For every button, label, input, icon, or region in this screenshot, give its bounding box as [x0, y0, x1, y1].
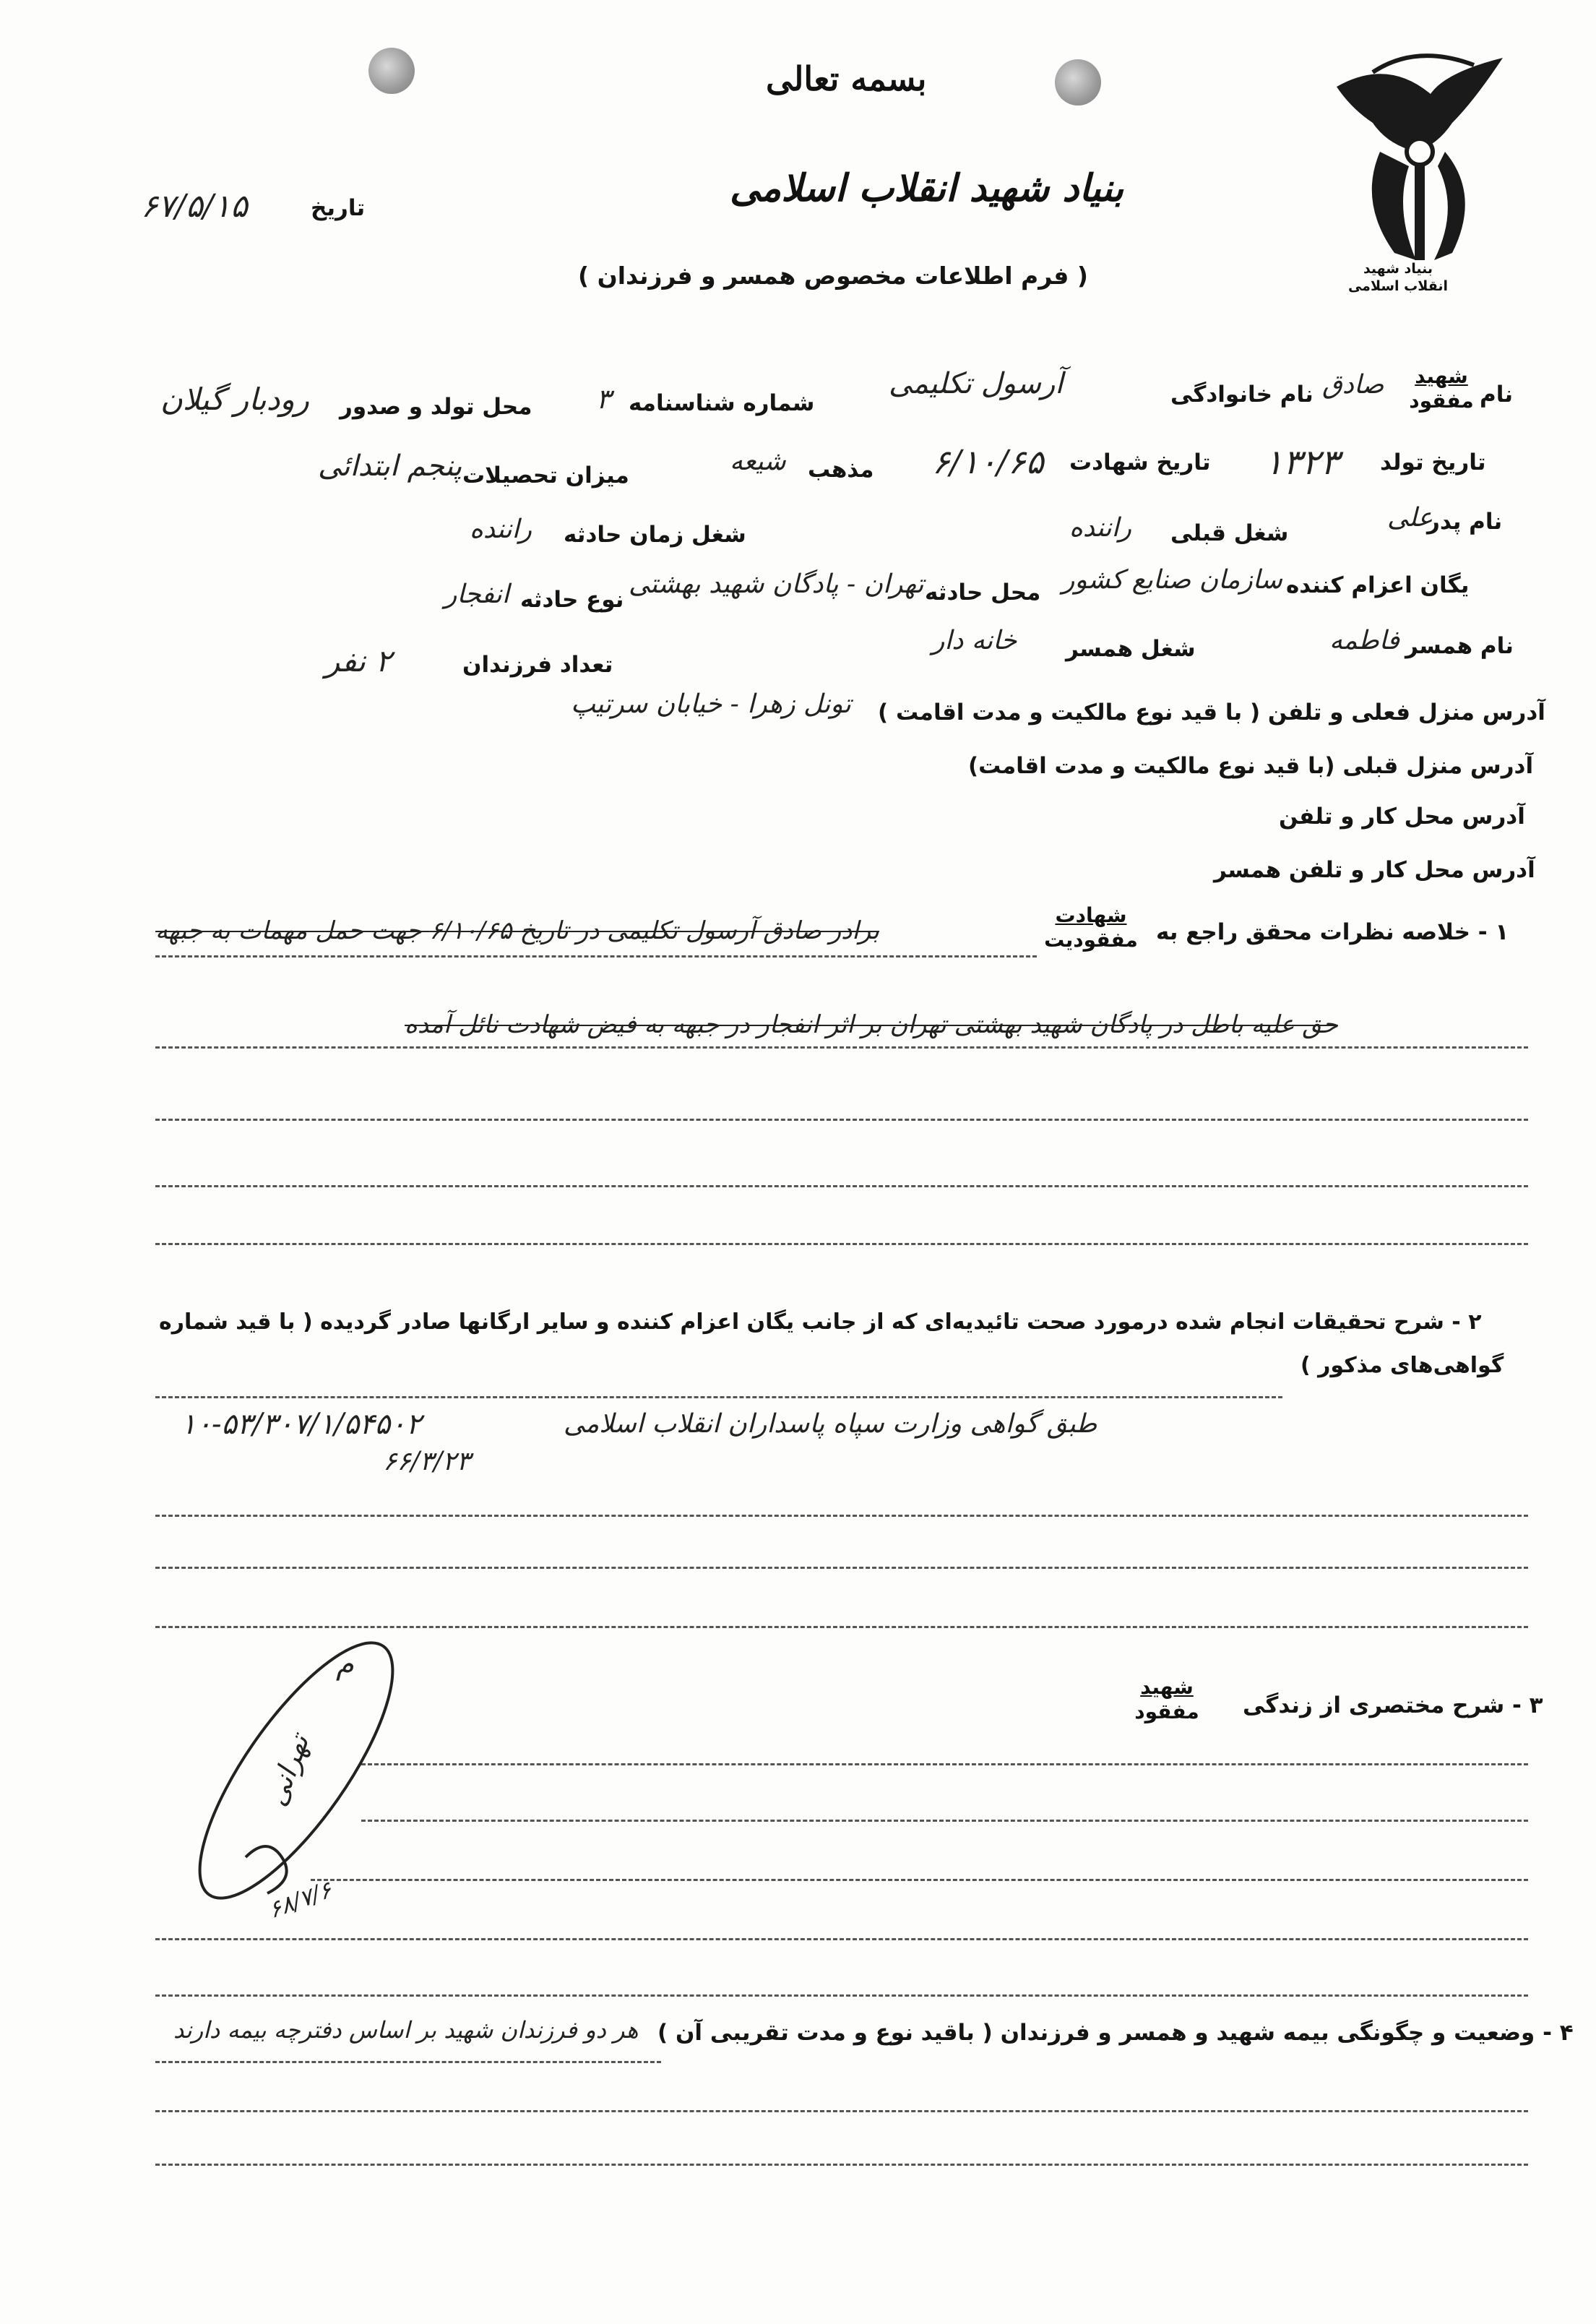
punch-hole-right: [1055, 59, 1101, 106]
education-value: پنجم ابتدائی: [318, 449, 462, 483]
unit-value: سازمان صنایع کشور: [1062, 565, 1282, 595]
shahid-option: شهید: [1415, 364, 1468, 388]
date-label: تاریخ: [311, 195, 366, 221]
section-2-rule-3: [155, 1567, 1528, 1569]
spouse-job-label: شغل همسر: [1066, 636, 1196, 662]
section-2-handwriting: طبق گواهی وزارت سپاه پاسداران انقلاب اسلامی: [564, 1409, 1097, 1439]
section-4-handwriting: هر دو فرزندان شهید بر اساس دفترچه بیمه دارند: [173, 2016, 639, 2044]
section-4-rule-3: [155, 2164, 1528, 2166]
section-3-shahid-option: شهید: [1140, 1675, 1194, 1699]
signature-name: تهرانی: [260, 1730, 316, 1811]
section-1-rule-4: [155, 1185, 1528, 1187]
mafqudiyat-option: مفقودیت: [1044, 928, 1138, 952]
martyrdom-date-value: ۶/۱۰/۶۵: [932, 442, 1044, 481]
birthdate-label: تاریخ تولد: [1380, 449, 1486, 475]
section-4-label: ۴ - وضعیت و چگونگی بیمه شهید و همسر و فرزندان ( باقید نوع و مدت تقریبی آن ): [657, 2020, 1574, 2046]
work-address-label: آدرس محل کار و تلفن: [1279, 804, 1525, 830]
section-1-choice: [1040, 903, 1142, 952]
section-2-rule-2: [155, 1515, 1528, 1517]
org-name: بنیاد شهید انقلاب اسلامی: [730, 166, 1124, 210]
section-1-rule-2: [155, 1046, 1528, 1049]
birthplace-value: رودبار گیلان: [160, 382, 309, 417]
shahadat-option: شهادت: [1055, 903, 1127, 927]
prev-job-value: راننده: [1069, 513, 1132, 543]
spouse-job-value: خانه دار: [932, 626, 1017, 655]
unit-label: یگان اعزام کننده: [1286, 572, 1470, 598]
birthdate-value: ۱۳۲۳: [1264, 442, 1340, 483]
signature-date: ۶۸/۷/۶: [264, 1875, 336, 1924]
section-3-mafqud-option: مفقود: [1134, 1700, 1199, 1723]
birthplace-label: محل تولد و صدور: [340, 394, 532, 420]
section-1-rule-3: [155, 1119, 1528, 1121]
section-1-label: ۱ - خلاصه نظرات محقق راجع به: [1156, 919, 1509, 945]
religion-label: مذهب: [808, 457, 874, 483]
spouse-value: فاطمه: [1329, 626, 1399, 655]
section-1-line-1: برادر صادق آرسول تکلیمی در تاریخ ۶/۱۰/۶۵ جهت حمل مهمات به جبهه: [155, 916, 879, 945]
id-label: شماره شناسنامه: [629, 390, 815, 416]
spouse-label: نام همسر: [1405, 633, 1514, 659]
bismillah: بسمه تعالی: [766, 59, 927, 98]
mafqud-option: مفقود: [1409, 389, 1474, 413]
date-value: ۶۷/۵/۱۵: [141, 188, 248, 225]
event-place-label: محل حادثه: [925, 580, 1041, 606]
job-at-event-value: راننده: [470, 515, 532, 544]
shahid-mafqud-choice: [1409, 364, 1474, 413]
section-2-label-cont: گواهی‌های مذکور ): [1300, 1353, 1504, 1378]
section-2-rule-1: [155, 1396, 1282, 1398]
signature: [159, 1619, 433, 1922]
foundation-logo: [1329, 43, 1510, 311]
punch-hole-left: [368, 48, 415, 94]
section-2-label: ۲ - شرح تحقیقات انجام شده درمورد صحت تائیدیه‌ای که از جانب یگان اعزام کننده و سایر ارگانها صادر گردیده ( با قید شماره: [159, 1309, 1482, 1335]
section-3-rule-3: [311, 1879, 1528, 1881]
section-3-label: ۳ - شرح مختصری از زندگی: [1243, 1692, 1543, 1718]
father-label: نام پدر: [1427, 509, 1503, 535]
section-2-number-date: ۶۶/۳/۲۳: [383, 1447, 470, 1476]
job-at-event-label: شغل زمان حادثه: [564, 522, 746, 548]
section-3-choice: [1127, 1675, 1207, 1724]
section-3-rule-4: [155, 1938, 1528, 1940]
religion-value: شیعه: [730, 447, 786, 476]
event-type-value: انفجار: [444, 580, 509, 609]
name-value: صادق: [1322, 370, 1384, 400]
form-title: ( فرم اطلاعات مخصوص همسر و فرزندان ): [578, 262, 1088, 290]
martyrdom-date-label: تاریخ شهادت: [1069, 449, 1211, 475]
id-value: ۳: [596, 383, 611, 415]
education-label: میزان تحصیلات: [462, 462, 629, 489]
children-label: تعداد فرزندان: [462, 652, 613, 678]
family-value: آرسول تکلیمی: [889, 367, 1064, 400]
event-place-value: تهران - پادگان شهید بهشتی: [629, 569, 924, 599]
logo-caption: بنیاد شهید انقلاب اسلامی: [1347, 261, 1449, 294]
address-prev-label: آدرس منزل قبلی (با قید نوع مالکیت و مدت اقامت): [968, 753, 1534, 779]
section-2-number: ۱۰-۵۳/۳۰۷/۱/۵۴۵۰۲: [181, 1408, 422, 1441]
section-1-line-2: حق علیه باطل در پادگان شهید بهشتی تهران بر اثر انفجار در جبهه به فیض شهادت نائل آمده: [405, 1010, 1338, 1039]
section-3-rule-1: [361, 1763, 1528, 1765]
signature-letter: م: [336, 1648, 354, 1681]
section-1-rule-5: [155, 1243, 1528, 1245]
address-current-label: آدرس منزل فعلی و تلفن ( با قید نوع مالکیت و مدت اقامت ): [878, 700, 1545, 726]
children-value: ۲ نفر: [325, 643, 392, 679]
section-3-rule-2: [361, 1820, 1528, 1822]
section-1-rule-1: [155, 955, 1037, 957]
section-4-rule-2: [155, 2110, 1528, 2112]
address-current-value: تونل زهرا - خیابان سرتیپ: [571, 689, 851, 719]
spouse-work-label: آدرس محل کار و تلفن همسر: [1214, 857, 1535, 883]
event-type-label: نوع حادثه: [520, 587, 624, 613]
father-value: علی: [1387, 503, 1433, 533]
family-label: نام خانوادگی: [1170, 382, 1314, 408]
section-4-rule-1: [155, 2061, 661, 2063]
prev-job-label: شغل قبلی: [1170, 520, 1289, 546]
section-3-rule-5: [155, 1994, 1528, 1997]
name-label: نام: [1480, 382, 1514, 408]
